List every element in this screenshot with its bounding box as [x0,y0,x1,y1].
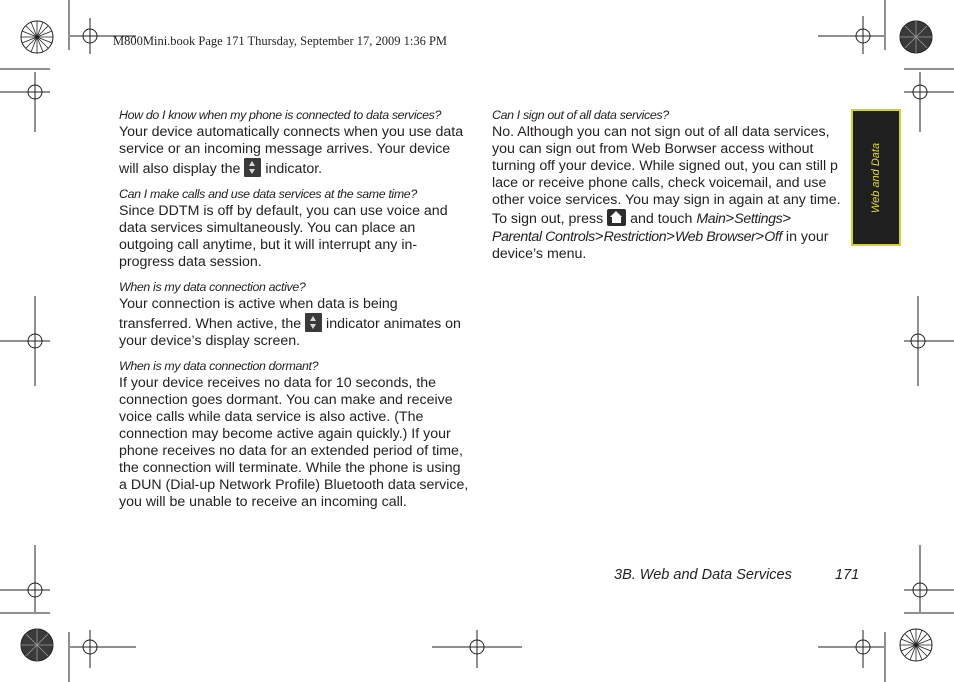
starburst-mark-top-right [900,21,932,53]
footer-section-title: 3B. Web and Data Services [614,567,792,583]
question-connection-dormant: When is my data connection dormant? [119,359,319,373]
side-tab-label: Web and Data [870,142,882,213]
data-transfer-icon [305,313,322,332]
question-sign-out: Can I sign out of all data services? [492,108,669,122]
menu-path-off: Off [764,229,782,245]
starburst-mark-bottom-left [21,629,53,661]
registration-mark-mid-right [904,296,954,386]
menu-path-main: Main [696,211,726,227]
answer-text: and touch [626,211,697,227]
answer-text: No. Although you can not sign out of all data services, you can sign out from Web Borwser access without turning off your device. While signed out, you can still p lace or receive phone calls, check voicemail, and use other voice services. You may sign in again at any time. To sign out, press [492,124,841,227]
registration-mark-top-right-2 [904,72,954,132]
answer-sign-out [492,124,844,263]
answer-calls-and-data: Since DDTM is off by default, you can use voice and data services simultaneously. You can place an outgoing call anytime, but it will interrupt any in-progress data session. [119,203,448,270]
menu-path-settings: Settings [734,211,783,227]
registration-mark-top-left-2 [0,72,50,132]
registration-mark-bottom-right-1 [818,630,884,668]
answer-connection-dormant: If your device receives no data for 10 seconds, the connection goes dormant. You can make and receive voice calls while data service is also active. (The connection may become active again quickly.) If your phone receives no data for an extended period of time, the connection will terminate. While the phone is using a DUN (Dial-up Network Profile) Bluetooth data service, you will be unable to receive an incoming call. [119,375,469,510]
menu-path-separator: > [782,210,792,227]
registration-mark-top-right-1 [818,16,884,54]
registration-mark-bottom-left-1 [0,545,50,612]
question-connected: How do I know when my phone is connected to data services? [119,108,442,122]
answer-connection-active [119,296,469,350]
answer-text: Your connection is active when data is being transferred. When active, the [119,296,398,332]
answer-text: in your device’s menu. [492,229,829,262]
menu-path-separator: > [725,210,735,227]
section-side-tab [851,109,901,246]
menu-path-restriction: Restriction [603,229,667,245]
page-number: 171 [835,567,860,583]
registration-mark-bottom-right-2 [904,545,954,612]
question-calls-and-data: Can I make calls and use data services at the same time? [119,187,417,201]
answer-text: indicator animates on your device’s display screen. [119,316,461,349]
answer-text: Your device automatically connects when you use data service or an incoming message arrives. Your device will also display the [119,124,464,177]
print-header: M800Mini.book Page 171 Thursday, September 17, 2009 1:36 PM [113,34,448,48]
menu-path-separator: > [594,228,604,245]
home-icon [607,209,626,226]
menu-path-parental-controls: Parental Controls [492,229,595,245]
registration-mark-mid-left [0,296,50,386]
registration-mark-bottom-center [432,630,522,668]
starburst-mark-top-left [21,21,53,53]
answer-text: indicator. [261,161,323,177]
starburst-mark-bottom-right [900,629,932,661]
menu-path-separator: > [666,228,675,245]
menu-path-web-browser: Web Browser [674,229,756,245]
left-column [119,107,469,519]
menu-path-separator: > [755,228,765,245]
right-column [492,107,844,271]
question-connection-active: When is my data connection active? [119,280,306,294]
data-transfer-icon [244,158,261,177]
answer-connected [119,124,469,178]
registration-mark-bottom-left-2 [70,630,136,668]
